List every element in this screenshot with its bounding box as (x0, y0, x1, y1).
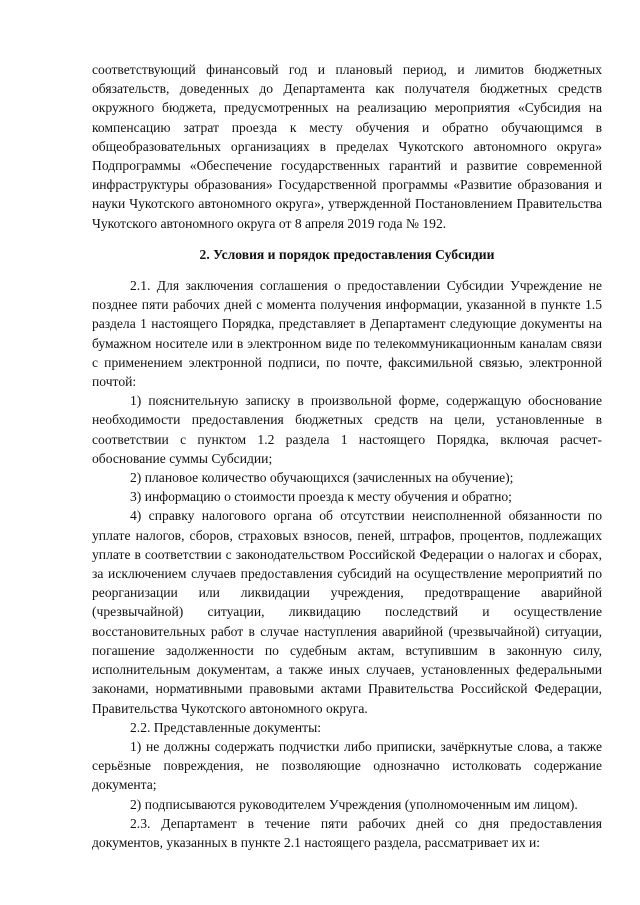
paragraph-2-1-item-3: 3) информацию о стоимости проезда к месту обучения и обратно; (130, 489, 512, 505)
paragraph-2-1: 2.1. Для заключения соглашения о предоставлении Субсидии Учреждение не позднее пяти рабочих дней с момента получения информации, указанной в пункте 1.5 раздела 1 настоящего Порядка, представляет в Департамент следующие документы на бумажном носителе или в электронном виде по телекоммуникационным каналам связи с применением электронной подписи, по почте, факсимильной связью, электронной почтой: (92, 278, 602, 390)
document-body (92, 60, 602, 852)
paragraph-2-2: 2.2. Представленные документы: (130, 719, 322, 735)
paragraph-2-1-item-2: 2) плановое количество обучающихся (зачисленных на обучение); (130, 470, 514, 486)
paragraph-2-2-item-1: 1) не должны содержать подчистки либо приписки, зачёркнутые слова, а также серьёзные повреждения, не позволяющие однозначно истолковать содержание документа; (92, 738, 602, 793)
intro-paragraph: соответствующий финансовый год и плановый период, и лимитов бюджетных обязательств, доведенных до Департамента как получателя бюджетных средств окружного бюджета, предусмотренных на реализацию мероприятия «Субсидия на компенсацию затрат проезда к месту обучения и обратно обучающимся в общеобразовательных организациях в пределах Чукотского автономного округа» Подпрограммы «Обеспечение государственных гарантий и развитие современной инфраструктуры образования» Государственной программы «Развитие образования и науки Чукотского автономного округа», утвержденной Постановлением Правительства Чукотского автономного округа от 8 апреля 2019 года № 192. (92, 62, 602, 231)
paragraph-2-3: 2.3. Департамент в течение пяти рабочих дней со дня предоставления документов, указанных в пункте 2.1 настоящего раздела, рассматривает их и: (92, 815, 602, 850)
paragraph-2-1-item-1: 1) пояснительную записку в произвольной форме, содержащую обоснование необходимости предоставления бюджетных средств на цели, установленные в соответствии с пунктом 1.2 раздела 1 настоящего Порядка, включая расчет-обоснование суммы Субсидии; (92, 393, 602, 466)
section-heading: 2. Условия и порядок предоставления Субсидии (199, 246, 495, 262)
paragraph-2-1-item-4: 4) справку налогового органа об отсутствии неисполненной обязанности по уплате налогов, сборов, страховых взносов, пеней, штрафов, процентов, подлежащих уплате в соответствии с законодательством Российской Федерации о налогах и сборах, за исключением случаев предоставления субсидий на осуществление мероприятий по реорганизации или ликвидации учреждения, предотвращение аварийной (чрезвычайной) ситуации, ликвидацию последствий и осуществление восстановительных работ в случае наступления аварийной (чрезвычайной) ситуации, погашение задолженности по судебным актам, вступившим в законную силу, исполнительным документам, а также иных случаев, установленных федеральными законами, нормативными правовыми актами Правительства Российской Федерации, Правительства Чукотского автономного округа. (92, 508, 602, 716)
paragraph-2-2-item-2: 2) подписываются руководителем Учреждения (уполномоченным им лицом). (130, 796, 578, 812)
